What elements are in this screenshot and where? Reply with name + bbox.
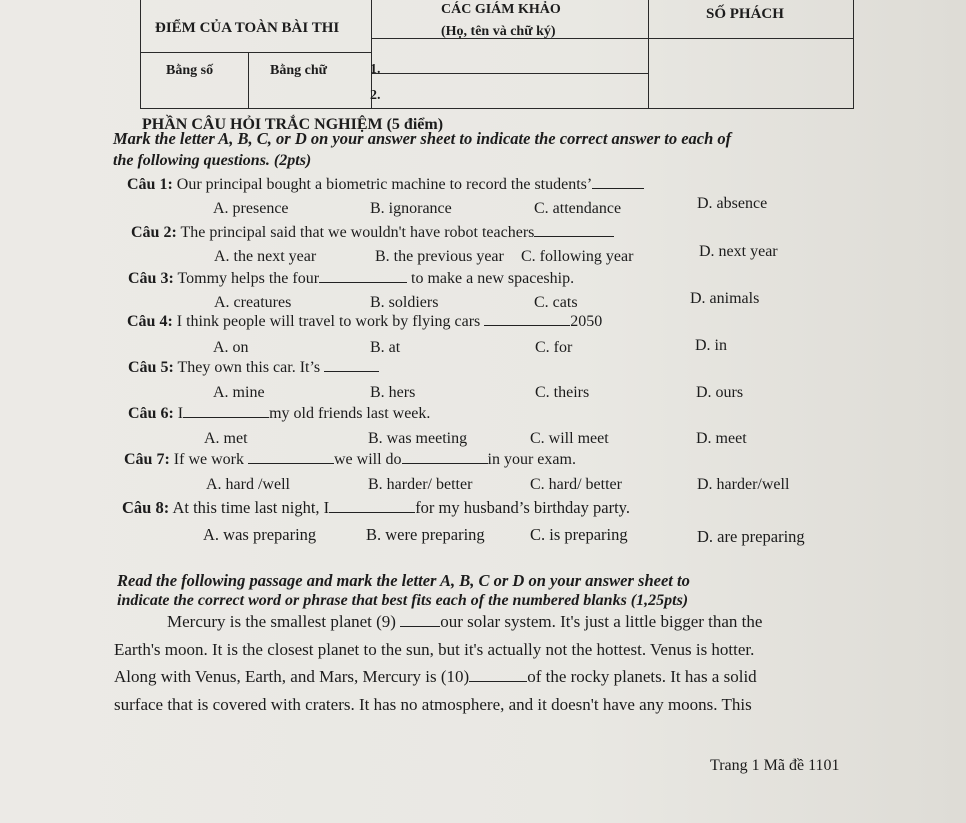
- q3-option-d[interactable]: D. animals: [690, 290, 760, 307]
- section1-instruction-2: the following questions. (2pts): [113, 152, 312, 169]
- page-footer: Trang 1 Mã đề 1101: [710, 757, 840, 774]
- score-number-label: Bằng số: [166, 63, 214, 78]
- section1-instruction-1: Mark the letter A, B, C, or D on your answer sheet to indicate the correct answer to each of: [113, 129, 732, 148]
- question-4: Câu 4: I think people will travel to work by flying cars 2050: [127, 313, 603, 330]
- q2-option-a[interactable]: A. the next year: [214, 248, 317, 265]
- q7-option-d[interactable]: D. harder/well: [697, 476, 790, 493]
- q6-option-c[interactable]: C. will meet: [530, 430, 609, 447]
- q2-option-b[interactable]: B. the previous year: [375, 248, 504, 265]
- question-7: Câu 7: If we work we will do in your exam.: [124, 451, 576, 468]
- question-5: Câu 5: They own this car. It’s: [128, 359, 379, 377]
- score-word-label: Bằng chữ: [270, 63, 328, 78]
- q4-option-b[interactable]: B. at: [370, 339, 401, 356]
- q1-option-d[interactable]: D. absence: [697, 195, 768, 212]
- q5-option-d[interactable]: D. ours: [696, 384, 744, 401]
- q6-option-a[interactable]: A. met: [204, 430, 248, 447]
- q7-option-c[interactable]: C. hard/ better: [530, 476, 622, 493]
- q3-option-b[interactable]: B. soldiers: [370, 294, 439, 311]
- q4-option-d[interactable]: D. in: [695, 337, 727, 354]
- q1-option-a[interactable]: A. presence: [213, 200, 289, 217]
- q1-option-b[interactable]: B. ignorance: [370, 200, 452, 217]
- q7-option-a[interactable]: A. hard /well: [206, 476, 290, 493]
- score-title: ĐIỂM CỦA TOÀN BÀI THI: [155, 20, 340, 36]
- q4-option-c[interactable]: C. for: [535, 339, 573, 356]
- q5-option-a[interactable]: A. mine: [213, 384, 265, 401]
- q3-option-c[interactable]: C. cats: [534, 294, 578, 311]
- q5-option-c[interactable]: C. theirs: [535, 384, 590, 401]
- q2-option-d[interactable]: D. next year: [699, 243, 778, 260]
- q4-option-a[interactable]: A. on: [213, 339, 249, 356]
- section2-instruction-1: Read the following passage and mark the letter A, B, C or D on your answer sheet to: [117, 571, 690, 590]
- examiners-title: CÁC GIÁM KHẢO: [441, 2, 561, 17]
- passage-line-2: Earth's moon. It is the closest planet to the sun, but it's actually not the hottest. Venus is hotter.: [114, 640, 755, 659]
- examiner-2: 2.: [370, 88, 381, 103]
- passage-line-1: Mercury is the smallest planet (9) our solar system. It's just a little bigger than the: [167, 612, 763, 631]
- q8-option-b[interactable]: B. were preparing: [366, 525, 485, 544]
- examiner-1: 1.: [370, 62, 381, 77]
- q8-option-d[interactable]: D. are preparing: [697, 527, 805, 546]
- q5-option-b[interactable]: B. hers: [370, 384, 416, 401]
- passage-line-3: Along with Venus, Earth, and Mars, Mercury is (10) of the rocky planets. It has a solid: [114, 667, 757, 686]
- section1-title: PHẦN CÂU HỎI TRẮC NGHIỆM (5 điểm): [142, 116, 444, 133]
- q6-option-b[interactable]: B. was meeting: [368, 430, 468, 447]
- question-8: Câu 8: At this time last night, I for my husband’s birthday party.: [122, 498, 630, 517]
- passage-line-4: surface that is covered with craters. It has no atmosphere, and it doesn't have any moons. This: [114, 695, 752, 714]
- question-2: Câu 2: The principal said that we wouldn't have robot teachers: [131, 224, 614, 242]
- question-1: Câu 1: Our principal bought a biometric machine to record the students’: [127, 176, 644, 194]
- q6-option-d[interactable]: D. meet: [696, 430, 747, 447]
- code-title: SỐ PHÁCH: [706, 6, 784, 22]
- question-6: Câu 6: I my old friends last week.: [128, 405, 431, 422]
- examiners-subtitle: (Họ, tên và chữ ký): [441, 24, 556, 39]
- section2-instruction-2: indicate the correct word or phrase that best fits each of the numbered blanks (1,25pts): [117, 592, 689, 609]
- q2-option-c[interactable]: C. following year: [521, 248, 634, 265]
- q7-option-b[interactable]: B. harder/ better: [368, 476, 473, 493]
- question-3: Câu 3: Tommy helps the four to make a new spaceship.: [128, 270, 575, 287]
- q3-option-a[interactable]: A. creatures: [214, 294, 292, 311]
- q8-option-a[interactable]: A. was preparing: [203, 525, 317, 544]
- q8-option-c[interactable]: C. is preparing: [530, 525, 628, 544]
- q1-option-c[interactable]: C. attendance: [534, 200, 622, 217]
